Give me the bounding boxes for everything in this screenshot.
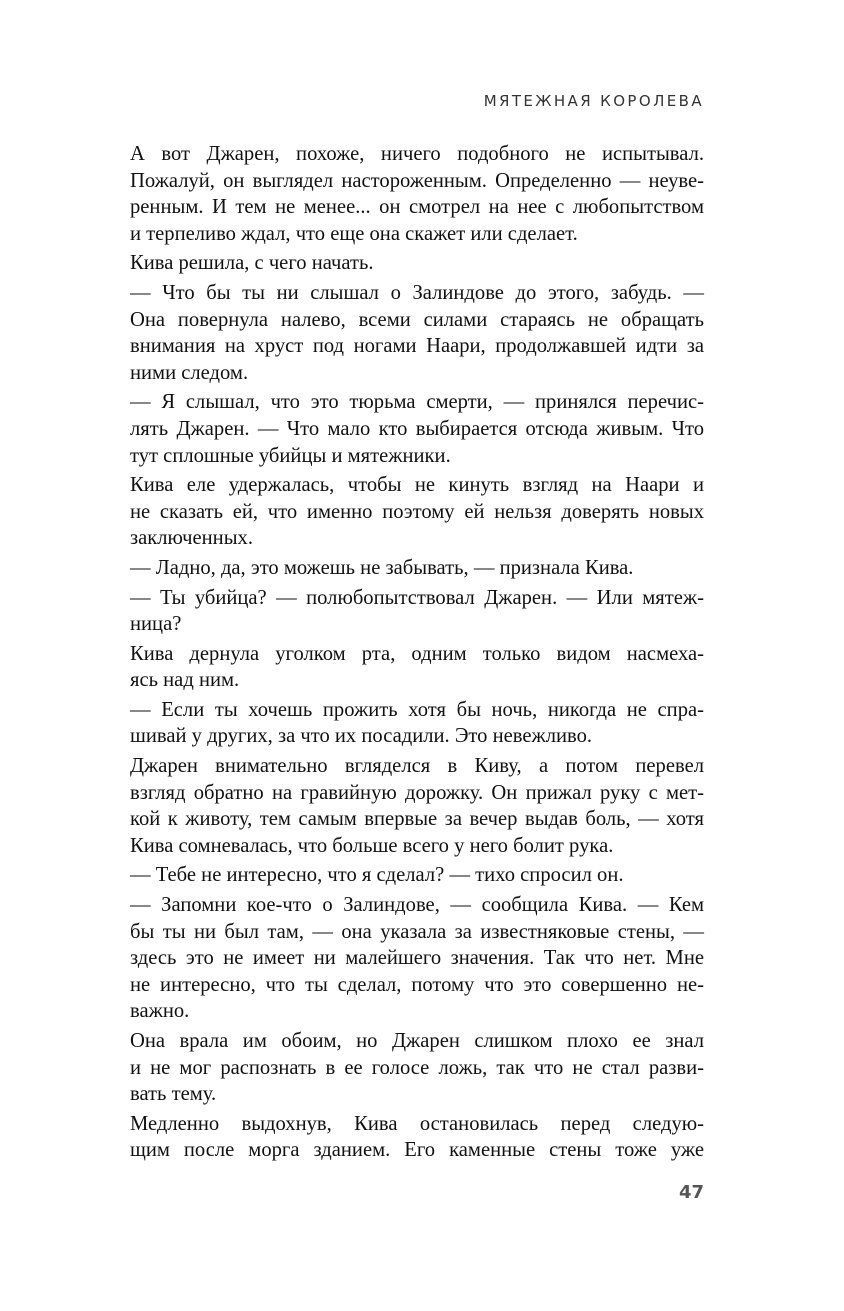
text-line: Кива еле удержалась, чтобы не кинуть взгляд на Наари и [130,474,704,497]
text-line: Она врала им обоим, но Джарен слишком плохо ее знал [130,1030,704,1052]
text-line: Кива решила, с чего начать. [130,252,374,275]
text-line: ясь над ним. [130,669,240,692]
paragraph [130,1028,704,1108]
paragraph [130,1111,704,1164]
paragraph [130,555,704,582]
text-line: не сказать ей, что именно поэтому ей нельзя доверять новых [130,500,704,523]
text-line: и терпеливо ждал, что еще она скажет или сделает. [130,222,578,245]
paragraph [130,141,704,247]
paragraph [130,862,704,889]
text-line: кой к животу, тем самым впервые за вечер выдав боль, — хотя [130,808,704,831]
text-line: — Запомни кое-что о Залиндове, — сообщила Кива. — Кем [130,894,704,917]
paragraph [130,280,704,386]
text-line: ренным. И тем не менее... он смотрел на нее с любопытством [130,196,704,219]
text-line: бы ты ни был там, — она указала за известняковые стены, — [130,920,704,943]
paragraph [130,753,704,859]
text-line: Она повернула налево, всеми силами стараясь не обращать [130,308,704,331]
text-line: — Я слышал, что это тюрьма смерти, — принялся перечис- [130,391,704,414]
text-line: тут сплошные убийцы и мятежники. [130,444,451,467]
text-line: Медленно выдохнув, Кива остановилась перед следую- [130,1112,704,1135]
text-line: ница? [130,613,182,636]
text-line: — Ты убийца? — полюбопытствовал Джарен. — Или мятеж- [130,586,704,609]
paragraph [130,585,704,638]
body-text [130,141,704,1167]
text-line: Кива сомневалась, что больше всего у него болит рука. [130,834,614,857]
text-line: внимания на хруст под ногами Наари, продолжавшей идти за [130,335,704,358]
paragraph [130,389,704,469]
paragraph [130,697,704,750]
text-line: А вот Джарен, похоже, ничего подобного не испытывал. [130,143,704,165]
text-line: важно. [130,1000,190,1023]
page-number: 47 [678,1182,704,1203]
paragraph [130,892,704,1025]
text-line: Кива дернула уголком рта, одним только видом насмеха- [130,642,704,665]
text-line: здесь это не имеет ни малейшего значения. Так что нет. Мне [130,947,704,970]
text-line: — Если ты хочешь прожить хотя бы ночь, никогда не спра- [130,698,704,721]
paragraph [130,472,704,552]
text-line: вать тему. [130,1083,217,1106]
text-line: — Что бы ты ни слышал о Залиндове до этого, забудь. — [130,281,704,304]
text-line: щим после морга зданием. Его каменные стены тоже уже [130,1139,704,1162]
paragraph [130,641,704,694]
text-line: — Ладно, да, это можешь не забывать, — признала Кива. [130,556,634,579]
running-head: МЯТЕЖНАЯ КОРОЛЕВА [483,92,704,110]
text-line: ними следом. [130,361,249,384]
text-line: и не мог распознать в ее голосе ложь, так что не стал разви- [130,1056,704,1079]
text-line: Джарен внимательно вгляделся в Киву, а потом перевел [130,755,704,778]
text-line: не интересно, что ты сделал, потому что это совершенно не- [130,973,704,996]
text-line: — Тебе не интересно, что я сделал? — тихо спросил он. [130,864,624,887]
text-line: Пожалуй, он выглядел настороженным. Определенно — неуве- [130,169,704,192]
text-line: лять Джарен. — Что мало кто выбирается отсюда живым. Что [130,417,704,440]
text-line: заключенных. [130,527,253,550]
text-line: шивай у других, за что их посадили. Это невежливо. [130,725,593,748]
paragraph [130,250,704,277]
text-line: взгляд обратно на гравийную дорожку. Он прижал руку с мет- [130,781,704,804]
